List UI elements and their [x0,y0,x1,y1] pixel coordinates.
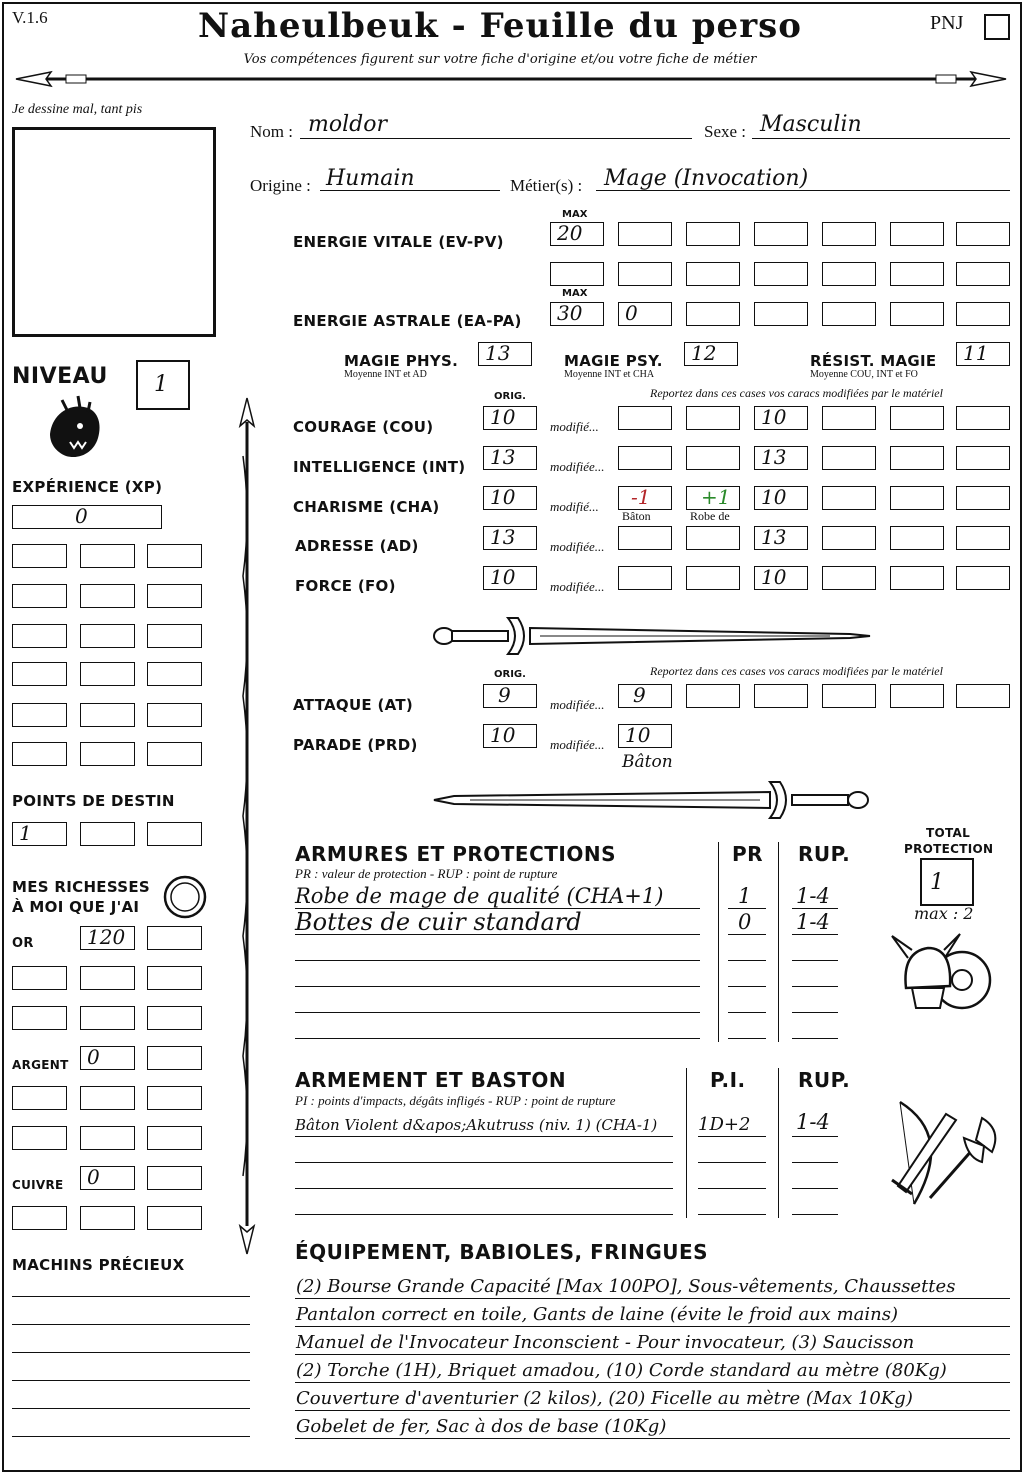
arme-name[interactable]: Bâton Violent d&apos;Akutruss (niv. 1) (CHA-1) [295,1116,658,1134]
caracs-orig-label: ORIG. [494,391,526,402]
armure-line [295,934,700,935]
magie-phys-note: Moyenne INT et AD [344,369,427,380]
armures-pr-header: PR [732,842,764,866]
armure-line [728,934,766,935]
nom-underline [300,138,692,139]
xp-extra-box[interactable] [147,624,202,648]
cha-mod-box[interactable] [822,486,876,510]
cou-mod-box[interactable] [956,406,1010,430]
ev-box[interactable] [618,262,672,286]
prd-mod-value: 10 [625,723,651,747]
nom-value[interactable]: moldor [308,112,387,137]
cou-label: COURAGE (COU) [293,418,434,436]
sexe-label: Sexe : [704,122,747,141]
ad-mod-box[interactable] [956,526,1010,550]
argent-box[interactable] [80,1046,135,1070]
argent-label: ARGENT [12,1058,69,1072]
argent-box[interactable] [80,1126,135,1150]
argent-box[interactable] [12,1086,67,1110]
ev-box[interactable] [550,262,604,286]
armure-line [792,934,838,935]
xp-extra-box[interactable] [12,544,67,568]
machins-line[interactable] [12,1296,250,1297]
prd-orig-value: 10 [490,723,516,747]
cha-mod-box[interactable] [956,486,1010,510]
ev-box[interactable] [686,222,740,246]
cuivre-box[interactable] [80,1206,135,1230]
cuivre-box[interactable] [147,1206,202,1230]
prd-mod-box[interactable] [618,724,672,748]
arme-line[interactable] [698,1214,766,1215]
at-mod-box[interactable] [618,684,672,708]
armure-rup[interactable]: 1-4 [796,910,830,934]
cuivre-value: 0 [87,1165,100,1189]
ev-box[interactable] [686,262,740,286]
at-mod-value: 9 [633,683,646,707]
armure-line[interactable] [792,1038,838,1039]
magie-phys-box[interactable] [478,342,532,366]
xp-extra-box[interactable] [80,624,135,648]
nom-label: Nom : [250,122,293,141]
armures-col-divider [778,842,779,1042]
equipement-underline [295,1410,1010,1411]
richesses-label-2: À MOI QUE J'AI [12,898,140,916]
equipement-underline [295,1298,1010,1299]
fo-mod-box[interactable] [618,566,672,590]
armure-line[interactable] [295,1012,700,1013]
armement-title: ARMEMENT ET BASTON [295,1068,567,1092]
page-subtitle: Vos compétences figurent sur votre fiche d'origine et/ou votre fiche de métier [243,52,757,67]
ea-label: ENERGIE ASTRALE (EA-PA) [293,312,522,330]
at-mod-box[interactable] [822,684,876,708]
at-mod-box[interactable] [956,684,1010,708]
ev-box[interactable] [890,262,944,286]
resist-magie-box[interactable] [956,342,1010,366]
equipement-underline [295,1354,1010,1355]
armement-pi-header: P.I. [710,1068,746,1092]
cha-mod-box[interactable] [890,486,944,510]
machins-line[interactable] [12,1436,250,1437]
or-box[interactable] [147,1006,202,1030]
ea-max-box[interactable] [550,302,604,326]
at-orig-value: 9 [498,683,511,707]
arme-pi[interactable]: 1D+2 [698,1114,751,1135]
equipement-line[interactable]: Manuel de l'Invocateur Inconscient - Pour invocateur, (3) Saucisson [296,1332,915,1353]
origine-label: Origine : [250,176,311,195]
fo-mod-box[interactable] [956,566,1010,590]
metier-value[interactable]: Mage (Invocation) [604,166,809,191]
equipement-line[interactable]: (2) Torche (1H), Briquet amadou, (10) Corde standard au mètre (80Kg) [296,1360,947,1381]
at-label: ATTAQUE (AT) [293,696,414,714]
magie-phys-label: MAGIE PHYS. [344,352,459,370]
cuivre-box[interactable] [80,1166,135,1190]
cou-mod-label: modifié... [550,419,599,434]
armures-col-divider [718,842,719,1042]
arme-line[interactable] [698,1162,766,1163]
armure-line [792,908,838,909]
page-title: Naheulbeuk - Feuille du perso [198,6,802,46]
int-orig-value: 13 [490,445,516,469]
int-mod-box[interactable] [956,446,1010,470]
machins-line[interactable] [12,1408,250,1409]
xp-extra-box[interactable] [12,703,67,727]
ev-max-label: MAX [562,209,588,220]
int-mod-box[interactable] [890,446,944,470]
armures-subtitle: PR : valeur de protection - RUP : point de rupture [295,866,558,881]
ad-mod-label: modifiée... [550,539,605,554]
int-mod-value: 13 [761,445,787,469]
fo-orig-value: 10 [490,565,516,589]
pnj-label: PNJ [930,12,964,34]
portrait-box[interactable] [12,127,216,337]
total-protection-label-1: TOTAL [926,826,971,840]
armures-title: ARMURES ET PROTECTIONS [295,842,616,866]
argent-value: 0 [87,1045,100,1069]
armure-line[interactable] [728,960,766,961]
cou-mod-box[interactable] [890,406,944,430]
cou-mod-box[interactable] [686,406,740,430]
or-value: 120 [87,925,126,949]
cou-mod-box[interactable] [754,406,808,430]
cha-orig-value: 10 [490,485,516,509]
cuivre-box[interactable] [147,1166,202,1190]
cha-note-robe: Robe de [690,509,730,523]
ad-mod-value: 13 [761,525,787,549]
int-mod-box[interactable] [822,446,876,470]
arme-line [295,1136,673,1137]
equipement-underline [295,1438,1010,1439]
arme-line[interactable] [295,1188,673,1189]
armure-line [728,908,766,909]
ev-max-value: 20 [557,221,583,245]
argent-box[interactable] [147,1126,202,1150]
at-orig-box[interactable] [483,684,537,708]
fo-mod-box[interactable] [686,566,740,590]
machins-line[interactable] [12,1324,250,1325]
xp-value: 0 [75,504,88,528]
destin-value: 1 [19,821,32,845]
ev-max-box[interactable] [550,222,604,246]
xp-extra-box[interactable] [12,624,67,648]
int-label: INTELLIGENCE (INT) [293,458,466,476]
int-mod-box[interactable] [754,446,808,470]
at-mod-label: modifiée... [550,697,605,712]
metier-label: Métier(s) : [510,176,583,195]
portrait-caption: Je dessine mal, tant pis [12,102,143,117]
magie-psy-label: MAGIE PSY. [564,352,663,370]
xp-extra-box[interactable] [147,544,202,568]
armure-line[interactable] [728,986,766,987]
armure-line[interactable] [728,1012,766,1013]
armement-subtitle: PI : points d'impacts, dégâts infligés - RUP : point de rupture [295,1093,616,1108]
cha-mod-value: -1 [631,485,651,509]
ev-box[interactable] [890,222,944,246]
ev-box[interactable] [822,222,876,246]
armure-line[interactable] [792,986,838,987]
caracs-report-note: Reportez dans ces cases vos caracs modifiées par le matériel [650,386,943,400]
equipement-line[interactable]: (2) Bourse Grande Capacité [Max 100PO], Sous-vêtements, Chaussettes [296,1276,956,1297]
xp-extra-box[interactable] [12,662,67,686]
metier-underline [596,190,1010,191]
cha-mod-value: 10 [761,485,787,509]
version-label: V.1.6 [12,8,48,27]
sword-icon [430,614,874,658]
vertical-spear-icon [232,396,262,1256]
cuivre-label: CUIVRE [12,1178,64,1192]
armure-rup[interactable]: 1-4 [796,884,830,908]
cha-mod-box[interactable] [618,486,672,510]
sexe-value[interactable]: Masculin [760,112,862,137]
machins-label: MACHINS PRÉCIEUX [12,1256,185,1274]
richesses-label-1: MES RICHESSES [12,878,151,896]
xp-label: EXPÉRIENCE (XP) [12,478,163,496]
cha-mod-box[interactable] [686,486,740,510]
ea-box[interactable] [754,302,808,326]
armure-pr[interactable]: 1 [738,884,752,908]
ad-mod-box[interactable] [754,526,808,550]
ad-mod-box[interactable] [618,526,672,550]
int-mod-box[interactable] [686,446,740,470]
cou-orig-value: 10 [490,405,516,429]
arme-line [792,1136,838,1137]
resist-magie-value: 11 [963,341,989,365]
ev-box[interactable] [618,222,672,246]
weapons-icon [884,1096,1004,1216]
int-mod-box[interactable] [618,446,672,470]
ev-box[interactable] [754,222,808,246]
argent-box[interactable] [147,1086,202,1110]
sexe-underline [752,138,1010,139]
ea-box[interactable] [890,302,944,326]
equipement-line[interactable]: Pantalon correct en toile, Gants de laine (évite le froid aux mains) [296,1304,899,1325]
max-protection-note: max : 2 [914,904,974,923]
ea-max-value: 30 [557,301,583,325]
armure-name[interactable]: Robe de mage de qualité (CHA+1) [295,884,664,908]
arme-rup[interactable]: 1-4 [796,1110,830,1134]
arme-line[interactable] [792,1188,838,1189]
magie-psy-box[interactable] [684,342,738,366]
destin-box[interactable] [12,822,67,846]
fo-mod-value: 10 [761,565,787,589]
ev-box[interactable] [754,262,808,286]
argent-box[interactable] [147,1046,202,1070]
cuivre-box[interactable] [12,1206,67,1230]
or-box[interactable] [80,966,135,990]
destin-box[interactable] [80,822,135,846]
cha-mod-box[interactable] [754,486,808,510]
equipement-line[interactable]: Couverture d'aventurier (2 kilos), (20) Ficelle au mètre (Max 10Kg) [296,1388,913,1409]
prd-note: Bâton [622,752,673,772]
xp-extra-box[interactable] [80,544,135,568]
origine-value[interactable]: Humain [326,166,415,191]
ad-orig-box[interactable] [483,526,537,550]
xp-extra-box[interactable] [80,662,135,686]
cha-label: CHARISME (CHA) [293,498,440,516]
int-orig-box[interactable] [483,446,537,470]
niveau-value: 1 [154,372,168,397]
armure-line[interactable] [295,960,700,961]
magie-phys-value: 13 [485,341,511,365]
fo-label: FORCE (FO) [295,577,396,595]
machins-line[interactable] [12,1352,250,1353]
xp-extra-box[interactable] [12,742,67,766]
xp-extra-box[interactable] [80,584,135,608]
xp-extra-box[interactable] [80,742,135,766]
total-protection-value: 1 [930,870,944,895]
or-box[interactable] [12,966,67,990]
cha-mod-value: +1 [701,485,731,509]
armement-col-divider [686,1068,687,1218]
at-mod-box[interactable] [754,684,808,708]
fo-orig-box[interactable] [483,566,537,590]
ad-mod-box[interactable] [686,526,740,550]
int-mod-label: modifiée... [550,459,605,474]
armure-line[interactable] [295,1038,700,1039]
resist-magie-label: RÉSIST. MAGIE [810,352,937,370]
dragon-icon [40,394,106,464]
cou-mod-box[interactable] [618,406,672,430]
armement-rup-header: RUP. [798,1068,851,1092]
ad-orig-value: 13 [490,525,516,549]
xp-extra-box[interactable] [147,662,202,686]
arme-line[interactable] [295,1214,673,1215]
cha-note-baton: Bâton [622,509,651,523]
sword-icon [430,778,874,822]
equipement-title: ÉQUIPEMENT, BABIOLES, FRINGUES [295,1240,709,1264]
armure-line[interactable] [792,960,838,961]
or-label: OR [12,936,34,951]
magie-psy-value: 12 [691,341,717,365]
cha-mod-label: modifié... [550,499,599,514]
combat-report-note: Reportez dans ces cases vos caracs modifiées par le matériel [650,664,943,678]
ea-box[interactable] [822,302,876,326]
machins-line[interactable] [12,1380,250,1381]
or-box[interactable] [80,926,135,950]
prd-orig-box[interactable] [483,724,537,748]
at-mod-box[interactable] [686,684,740,708]
or-box[interactable] [80,1006,135,1030]
arme-line[interactable] [698,1188,766,1189]
fo-mod-box[interactable] [754,566,808,590]
xp-extra-box[interactable] [12,584,67,608]
ev-box[interactable] [956,262,1010,286]
armure-name[interactable]: Bottes de cuir standard [295,908,582,936]
equipement-line[interactable]: Gobelet de fer, Sac à dos de base (10Kg) [296,1416,667,1437]
armement-col-divider [778,1068,779,1218]
cou-mod-box[interactable] [822,406,876,430]
combat-orig-label: ORIG. [494,669,526,680]
armure-line[interactable] [295,986,700,987]
total-protection-label-2: PROTECTION [904,842,994,856]
prd-mod-label: modifiée... [550,737,605,752]
argent-box[interactable] [80,1086,135,1110]
fo-mod-box[interactable] [890,566,944,590]
ad-mod-box[interactable] [822,526,876,550]
arme-line[interactable] [295,1162,673,1163]
arme-line [698,1136,766,1137]
pnj-checkbox[interactable] [984,14,1010,40]
total-protection-box[interactable] [920,858,974,906]
origine-underline [320,190,500,191]
xp-extra-box[interactable] [147,703,202,727]
armure-pr[interactable]: 0 [738,910,752,934]
xp-extra-box[interactable] [147,742,202,766]
ea-current-value: 0 [625,301,638,325]
helmet-shield-icon [886,928,998,1028]
destin-box[interactable] [147,822,202,846]
prd-label: PARADE (PRD) [293,736,418,754]
equipement-underline [295,1382,1010,1383]
arme-line[interactable] [792,1214,838,1215]
magie-psy-note: Moyenne INT et CHA [564,369,655,380]
equipement-underline [295,1326,1010,1327]
xp-extra-box[interactable] [147,584,202,608]
fo-mod-box[interactable] [822,566,876,590]
ev-box[interactable] [956,222,1010,246]
ea-box[interactable] [618,302,672,326]
niveau-box[interactable] [136,360,190,410]
ad-mod-box[interactable] [890,526,944,550]
ea-max-label: MAX [562,288,588,299]
cou-orig-box[interactable] [483,406,537,430]
ev-box[interactable] [822,262,876,286]
or-box[interactable] [147,926,202,950]
ad-label: ADRESSE (AD) [295,537,419,555]
ea-box[interactable] [686,302,740,326]
armures-rup-header: RUP. [798,842,851,866]
spear-divider-icon [6,66,1016,92]
or-box[interactable] [12,1006,67,1030]
argent-box[interactable] [12,1126,67,1150]
niveau-label: NIVEAU [12,364,108,389]
cha-orig-box[interactable] [483,486,537,510]
arme-line[interactable] [792,1162,838,1163]
coin-icon [162,874,208,920]
armure-line[interactable] [728,1038,766,1039]
or-box[interactable] [147,966,202,990]
at-mod-box[interactable] [890,684,944,708]
cou-mod-value: 10 [761,405,787,429]
ev-label: ENERGIE VITALE (EV-PV) [293,233,504,251]
resist-magie-note: Moyenne COU, INT et FO [810,369,918,380]
xp-extra-box[interactable] [80,703,135,727]
ea-box[interactable] [956,302,1010,326]
armure-line[interactable] [792,1012,838,1013]
xp-box[interactable] [12,505,162,529]
destin-label: POINTS DE DESTIN [12,792,175,810]
fo-mod-label: modifiée... [550,579,605,594]
